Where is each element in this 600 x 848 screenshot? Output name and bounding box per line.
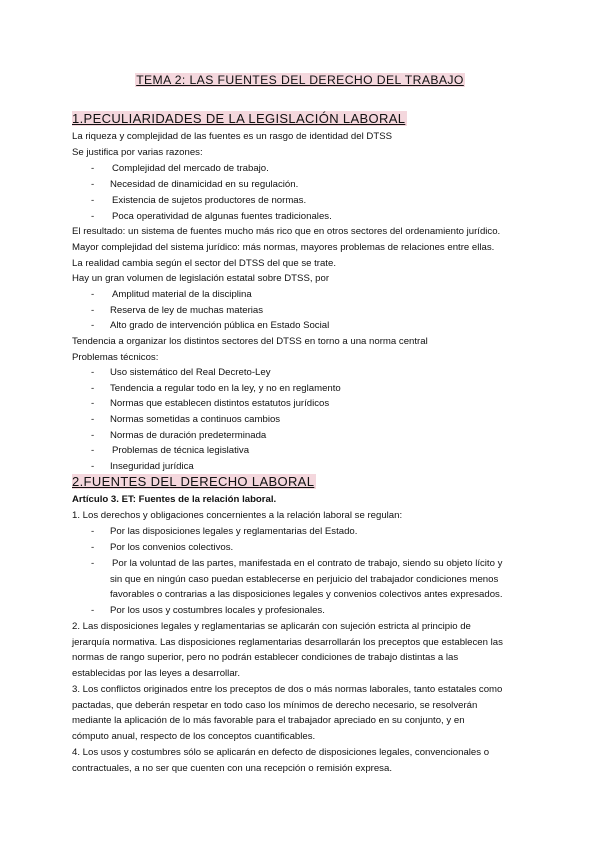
list-item: Necesidad de dinamicidad en su regulación. [110, 179, 299, 190]
article-paragraph-3: 3. Los conflictos originados entre los preceptos de dos o más normas laborales, tanto estatales como [72, 684, 503, 695]
list-item: Poca operatividad de algunas fuentes tradicionales. [112, 211, 332, 222]
list-bullet: - [91, 367, 95, 378]
list-item: Por los usos y costumbres locales y profesionales. [110, 605, 325, 616]
article-paragraph-4: 4. Los usos y costumbres sólo se aplicarán en defecto de disposiciones legales, convencionales o [72, 747, 490, 758]
list-bullet: - [91, 383, 95, 394]
article-paragraph-2: establecidas por las leyes a desarrollar. [72, 668, 240, 679]
list-item: Inseguridad jurídica [110, 461, 194, 472]
list-bullet: - [91, 542, 95, 553]
list-item: Uso sistemático del Real Decreto-Ley [110, 367, 271, 378]
list-bullet: - [91, 414, 95, 425]
section-1-heading: 1.PECULIARIDADES DE LA LEGISLACIÓN LABORAL [72, 111, 406, 126]
list-item: Problemas de técnica legislativa [112, 445, 250, 456]
list-item: Complejidad del mercado de trabajo. [112, 163, 269, 174]
list-bullet: - [91, 320, 95, 331]
list-bullet: - [91, 605, 95, 616]
article-paragraph-3: cómputo anual, respecto de los conceptos cuantificables. [72, 731, 316, 742]
list-item: Por la voluntad de las partes, manifestada en el contrato de trabajo, siendo su objeto lícito y [112, 558, 503, 569]
list-bullet: - [91, 179, 95, 190]
paragraph: Hay un gran volumen de legislación estatal sobre DTSS, por [72, 273, 330, 284]
paragraph: El resultado: un sistema de fuentes mucho más rico que en otros sectores del ordenamiento jurídico. [72, 226, 501, 237]
list-item: Normas que establecen distintos estatutos jurídicos [110, 398, 330, 409]
article-paragraph-2: jerarquía normativa. Las disposiciones reglamentarias desarrollarán los preceptos que establecen las [72, 637, 503, 648]
list-item: Tendencia a regular todo en la ley, y no en reglamento [110, 383, 341, 394]
list-bullet: - [91, 289, 95, 300]
article-title: Artículo 3. ET: Fuentes de la relación laboral. [72, 494, 277, 505]
article-paragraph-4: contractuales, a no ser que cuenten con una recepción o remisión expresa. [72, 763, 392, 774]
paragraph: Tendencia a organizar los distintos sectores del DTSS en torno a una norma central [72, 336, 428, 347]
list-bullet: - [91, 398, 95, 409]
list-item: Normas sometidas a continuos cambios [110, 414, 281, 425]
list-bullet: - [91, 195, 95, 206]
article-paragraph-3: mediante la aplicación de lo más favorable para el trabajador apreciado en su conjunto, y en [72, 715, 465, 726]
paragraph: La realidad cambia según el sector del DTSS del que se trate. [72, 258, 336, 269]
article-paragraph-3: pactadas, que deberán respetar en todo caso los mínimos de derecho necesario, se resolverán [72, 700, 478, 711]
list-bullet: - [91, 430, 95, 441]
document-title: TEMA 2: LAS FUENTES DEL DERECHO DEL TRABAJO [136, 73, 464, 87]
list-item: Por los convenios colectivos. [110, 542, 234, 553]
list-item: Existencia de sujetos productores de normas. [112, 195, 307, 206]
paragraph: Mayor complejidad del sistema jurídico: más normas, mayores problemas de relaciones entre ellas. [72, 242, 495, 253]
article-paragraph-2: normas de rango superior, pero no podrán establecer condiciones de trabajo distintas a las [72, 652, 459, 663]
list-bullet: - [91, 211, 95, 222]
list-item-continuation: favorables o contrarias a las disposiciones legales y convenios colectivos antes expresados. [110, 589, 503, 600]
list-item: Alto grado de intervención pública en Estado Social [110, 320, 330, 331]
list-item-continuation: sin que en ningún caso puedan establecerse en perjuicio del trabajador condiciones menos [110, 574, 499, 585]
paragraph: Problemas técnicos: [72, 352, 159, 363]
list-bullet: - [91, 461, 95, 472]
list-bullet: - [91, 305, 95, 316]
article-paragraph-1: 1. Los derechos y obligaciones concernientes a la relación laboral se regulan: [72, 510, 403, 521]
article-paragraph-2: 2. Las disposiciones legales y reglamentarias se aplicarán con sujeción estricta al principio de [72, 621, 471, 632]
list-bullet: - [91, 526, 95, 537]
list-item: Reserva de ley de muchas materias [110, 305, 264, 316]
list-item: Normas de duración predeterminada [110, 430, 267, 441]
list-bullet: - [91, 445, 95, 456]
list-item: Por las disposiciones legales y reglamentarias del Estado. [110, 526, 358, 537]
paragraph: La riqueza y complejidad de las fuentes es un rasgo de identidad del DTSS [72, 131, 392, 142]
list-bullet: - [91, 163, 95, 174]
paragraph: Se justifica por varias razones: [72, 147, 203, 158]
section-2-heading: 2.FUENTES DEL DERECHO LABORAL [72, 474, 315, 489]
list-bullet: - [91, 558, 95, 569]
list-item: Amplitud material de la disciplina [112, 289, 252, 300]
